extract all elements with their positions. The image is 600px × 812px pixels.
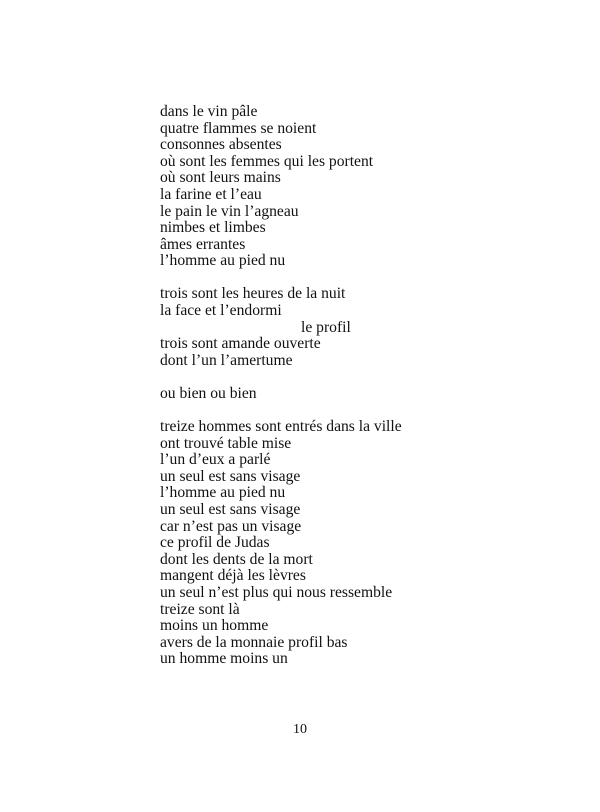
poem-line: la farine et l’eau [160, 185, 262, 203]
stanza-1 [160, 104, 580, 270]
poem-line: ou bien ou bien [160, 384, 257, 402]
poem-line: moins un homme [160, 617, 269, 635]
poem-line: ce profil de Judas [160, 534, 270, 552]
poem-line: quatre flammes se noient [160, 119, 317, 137]
poem-line: l’homme au pied nu [160, 252, 286, 270]
poem-line: où sont leurs mains [160, 169, 281, 187]
poem-line: car n’est pas un visage [160, 517, 302, 535]
stanza-3 [160, 386, 580, 403]
poem-line: l’un d’eux a parlé [160, 451, 271, 469]
poem-line: le pain le vin l’agneau [160, 202, 299, 220]
poem-line: trois sont les heures de la nuit [160, 285, 346, 303]
poem-line: dont les dents de la mort [160, 550, 313, 568]
poem-line: un seul n’est plus qui nous ressemble [160, 583, 393, 601]
poem-line: la face et l’endormi [160, 302, 282, 320]
poem-line: consonnes absentes [160, 136, 282, 154]
poem-line: treize sont là [160, 600, 240, 618]
poem-line-indented: le profil [301, 318, 351, 336]
stanza-2 [160, 286, 580, 369]
poem-line: dans le vin pâle [160, 103, 258, 120]
poem-line: trois sont amande ouverte [160, 335, 321, 353]
poem-line: dont l’un l’amertume [160, 351, 293, 369]
poem-line: avers de la monnaie profil bas [160, 633, 348, 651]
poem-line: l’homme au pied nu [160, 484, 286, 502]
poem-line: nimbes et limbes [160, 219, 266, 237]
poem-line: treize hommes sont entrés dans la ville [160, 418, 402, 435]
poem-line: un seul est sans visage [160, 467, 301, 485]
poem-line: un homme moins un [160, 650, 288, 668]
poem-line: mangent déjà les lèvres [160, 567, 306, 585]
page-number: 10 [293, 722, 307, 737]
poem-line: ont trouvé table mise [160, 434, 292, 452]
poem-line: un seul est sans visage [160, 500, 301, 518]
poem-line: où sont les femmes qui les portent [160, 152, 374, 170]
poem [160, 104, 580, 684]
poem-line: âmes errantes [160, 235, 246, 253]
stanza-4 [160, 419, 580, 668]
